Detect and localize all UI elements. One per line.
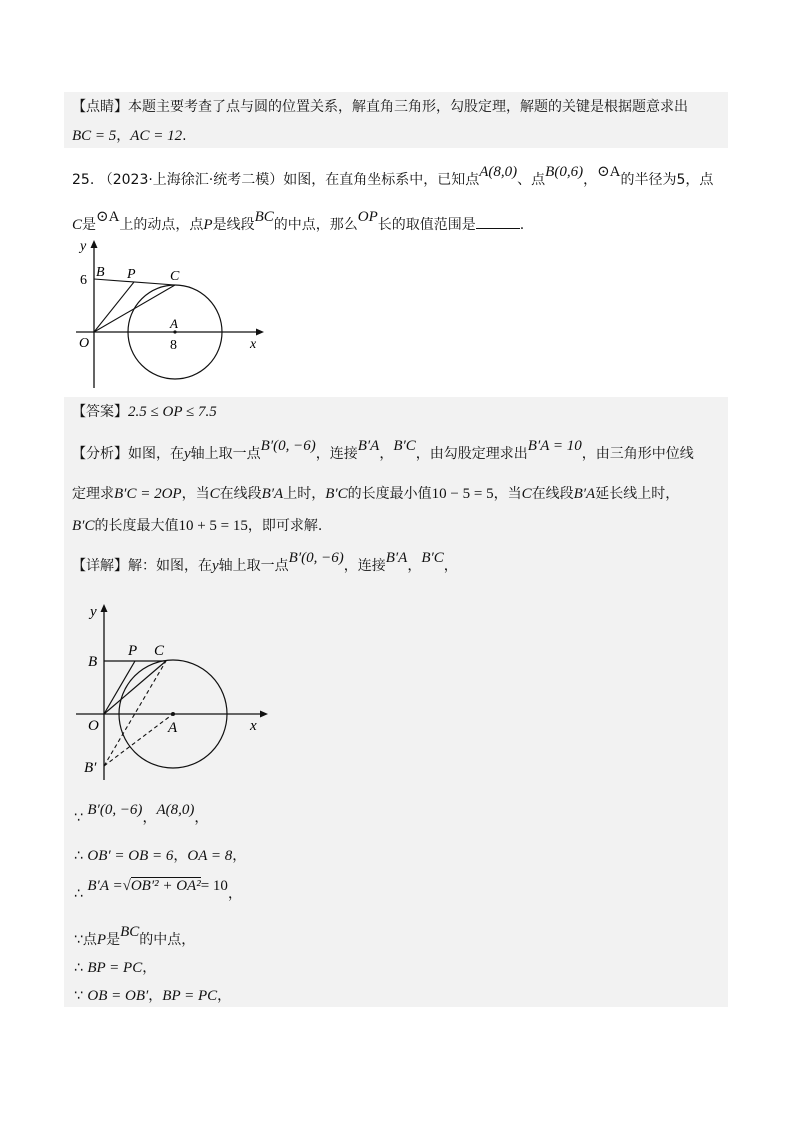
analysis-text: 在线段 bbox=[531, 486, 574, 502]
analysis-text: ， bbox=[379, 446, 394, 462]
var-p: P bbox=[96, 932, 107, 948]
step-1 bbox=[74, 802, 209, 828]
question-text: 长的取值范围是 bbox=[377, 217, 476, 233]
analysis-text: ，即可求解. bbox=[247, 518, 323, 534]
step-sep: ， bbox=[173, 848, 188, 864]
var-c: C bbox=[209, 486, 220, 502]
step-end: ， bbox=[142, 960, 157, 976]
detail-text: 轴上取一点 bbox=[218, 558, 289, 574]
question-number: 25. bbox=[72, 172, 95, 188]
question-text: . bbox=[519, 217, 525, 233]
analysis-tag: 【分析】 bbox=[72, 446, 128, 462]
var-p: P bbox=[203, 217, 213, 233]
point-b-prime: B′(0, −6) bbox=[288, 550, 344, 566]
figure-1 bbox=[72, 238, 272, 390]
question-text-1: 如图，在直角坐标系中，已知点 bbox=[283, 172, 480, 188]
segment-b-prime-c: B′C bbox=[393, 438, 416, 454]
segment-b-prime-a: B′A bbox=[357, 438, 380, 454]
segment-bc: BC bbox=[120, 924, 140, 940]
step-end: ， bbox=[194, 810, 209, 826]
point-b-prime: B′(0, −6) bbox=[260, 438, 316, 454]
eq-ob-ob-prime: OB = OB′ bbox=[87, 988, 149, 1004]
analysis-text: 上时， bbox=[283, 486, 326, 502]
tick-8: 8 bbox=[170, 338, 177, 353]
step-6 bbox=[74, 986, 231, 1006]
figure-2 bbox=[76, 600, 276, 782]
analysis-text: 如图，在 bbox=[128, 446, 184, 462]
question-text-2: 、点 bbox=[517, 172, 546, 188]
question-text: 是 bbox=[82, 217, 97, 233]
label-a: A bbox=[170, 316, 178, 331]
detail-text: ， bbox=[443, 558, 458, 574]
analysis-text: ，由勾股定理求出 bbox=[415, 446, 528, 462]
label-c: C bbox=[170, 269, 180, 284]
segment-op: OP bbox=[357, 209, 378, 225]
label-p: P bbox=[128, 643, 138, 659]
label-b: B bbox=[88, 654, 98, 670]
analysis-text: 在线段 bbox=[219, 486, 262, 502]
analysis-text: ，由三角形中位线 bbox=[581, 446, 694, 462]
question-line-2 bbox=[72, 209, 525, 235]
dianjing-tag: 【点睛】 bbox=[72, 99, 128, 115]
eq-max: 10 + 5 = 15 bbox=[178, 518, 248, 534]
question-line-1 bbox=[72, 164, 714, 190]
eq-min: 10 − 5 = 5 bbox=[431, 486, 494, 502]
var-c: C bbox=[72, 217, 83, 233]
detail-text: 解：如图，在 bbox=[128, 558, 212, 574]
sqrt-radicand: OB′² + OA² bbox=[130, 878, 201, 894]
point-b-prime: B′(0, −6) bbox=[87, 802, 143, 818]
step-sep: ， bbox=[142, 810, 157, 826]
label-a: A bbox=[168, 720, 178, 736]
therefore-symbol: ∴ bbox=[74, 886, 83, 902]
detail-text: ，连接 bbox=[343, 558, 386, 574]
segment-b-prime-c: B′C bbox=[325, 486, 348, 502]
var-c: C bbox=[521, 486, 532, 502]
analysis-line-3 bbox=[72, 516, 322, 536]
analysis-text: 的长度最小值 bbox=[347, 486, 432, 502]
because-symbol: ∵ bbox=[74, 810, 83, 826]
eq-bp-pc: BP = PC bbox=[87, 960, 143, 976]
point-a: A(8,0) bbox=[156, 802, 195, 818]
detail-text: ， bbox=[407, 558, 422, 574]
segment-b-prime-a: B′A bbox=[385, 550, 408, 566]
answer-blank bbox=[476, 214, 520, 229]
question-point-a: A(8,0) bbox=[479, 164, 518, 180]
analysis-line-2 bbox=[72, 484, 679, 504]
question-text-3: ， bbox=[583, 172, 598, 188]
y-axis-arrow bbox=[91, 240, 98, 248]
answer-tag: 【答案】 bbox=[72, 404, 128, 420]
question-point-b: B(0,6) bbox=[545, 164, 584, 180]
detail-tag: 【详解】 bbox=[72, 558, 128, 574]
label-c: C bbox=[154, 643, 165, 659]
label-x: x bbox=[250, 337, 257, 352]
question-circle-a: ⊙A bbox=[597, 164, 621, 180]
eq-b-prime-a-right: = 10 bbox=[200, 878, 228, 894]
point-a-dot bbox=[171, 712, 175, 716]
label-b: B bbox=[96, 265, 105, 280]
var-y: y bbox=[184, 446, 191, 462]
step-3 bbox=[74, 878, 242, 904]
label-o: O bbox=[79, 336, 90, 351]
eq-bp-pc: BP = PC bbox=[162, 988, 218, 1004]
segment-b-prime-a: B′A bbox=[261, 486, 284, 502]
step-end: ， bbox=[227, 886, 242, 902]
analysis-text: ，当 bbox=[493, 486, 522, 502]
analysis-text: ，当 bbox=[181, 486, 210, 502]
detail-line bbox=[72, 550, 458, 576]
step-end: ， bbox=[232, 848, 247, 864]
step-text: 是 bbox=[106, 932, 121, 948]
dianjing-sep: ， bbox=[116, 128, 131, 144]
var-y: y bbox=[212, 558, 219, 574]
eq-b-prime-c: B′C = 2OP bbox=[114, 486, 182, 502]
analysis-text: 轴上取一点 bbox=[190, 446, 261, 462]
label-o: O bbox=[88, 718, 99, 734]
question-text-4: 的半径为5，点 bbox=[620, 172, 714, 188]
dianjing-line-2 bbox=[72, 126, 187, 146]
step-sep: ， bbox=[148, 988, 163, 1004]
step-5 bbox=[74, 958, 156, 978]
eq-oa: OA = 8 bbox=[187, 848, 233, 864]
segment-oc bbox=[104, 661, 166, 714]
dianjing-eq-ac: AC = 12 bbox=[130, 128, 183, 144]
dianjing-text: 本题主要考查了点与圆的位置关系，解直角三角形，勾股定理，解题的关键是根据题意求出 bbox=[128, 99, 688, 115]
analysis-text: 定理求 bbox=[72, 486, 114, 502]
eq-ob: OB′ = OB = 6 bbox=[87, 848, 174, 864]
answer-value: 2.5 ≤ OP ≤ 7.5 bbox=[128, 404, 217, 420]
step-end: ， bbox=[217, 988, 232, 1004]
question-text: 是线段 bbox=[212, 217, 255, 233]
dianjing-line-1 bbox=[72, 97, 688, 117]
question-text: 的中点，那么 bbox=[273, 217, 358, 233]
question-source: （2023·上海徐汇·统考二模） bbox=[98, 172, 284, 188]
segment-b-prime-c: B′C bbox=[421, 550, 444, 566]
step-2 bbox=[74, 846, 246, 866]
step-text: 点 bbox=[82, 932, 97, 948]
because-symbol: ∵ bbox=[74, 988, 83, 1004]
analysis-text: ，连接 bbox=[315, 446, 358, 462]
answer-line bbox=[72, 402, 217, 422]
label-y: y bbox=[80, 239, 87, 254]
therefore-symbol: ∴ bbox=[74, 960, 83, 976]
step-text: 的中点， bbox=[139, 932, 196, 948]
question-circle-a-2: ⊙A bbox=[96, 209, 120, 225]
question-text: 上的动点，点 bbox=[119, 217, 204, 233]
eq-b-prime-a: B′A = 10 bbox=[527, 438, 582, 454]
dianjing-eq-bc: BC = 5 bbox=[72, 128, 117, 144]
step-4 bbox=[74, 924, 196, 950]
y-axis-arrow bbox=[101, 604, 108, 612]
x-axis-arrow bbox=[260, 711, 268, 718]
analysis-text: 延长线上时， bbox=[595, 486, 680, 502]
label-x: x bbox=[250, 718, 257, 734]
because-symbol: ∵ bbox=[74, 932, 83, 948]
x-axis-arrow bbox=[256, 329, 264, 336]
analysis-text: 的长度最大值 bbox=[94, 518, 179, 534]
label-p: P bbox=[127, 267, 136, 282]
dianjing-end: . bbox=[182, 128, 187, 144]
segment-oc bbox=[94, 285, 175, 332]
sqrt-sign: √ bbox=[122, 878, 131, 894]
segment-b-prime-c: B′C bbox=[72, 518, 95, 534]
label-b-prime: B′ bbox=[84, 760, 97, 776]
label-y: y bbox=[90, 604, 97, 620]
analysis-line-1 bbox=[72, 438, 694, 464]
segment-b-prime-a: B′A bbox=[573, 486, 596, 502]
therefore-symbol: ∴ bbox=[74, 848, 83, 864]
tick-6: 6 bbox=[80, 273, 87, 288]
segment-b-prime-a bbox=[104, 714, 173, 766]
segment-bc: BC bbox=[254, 209, 274, 225]
eq-b-prime-a-left: B′A = bbox=[87, 878, 123, 894]
